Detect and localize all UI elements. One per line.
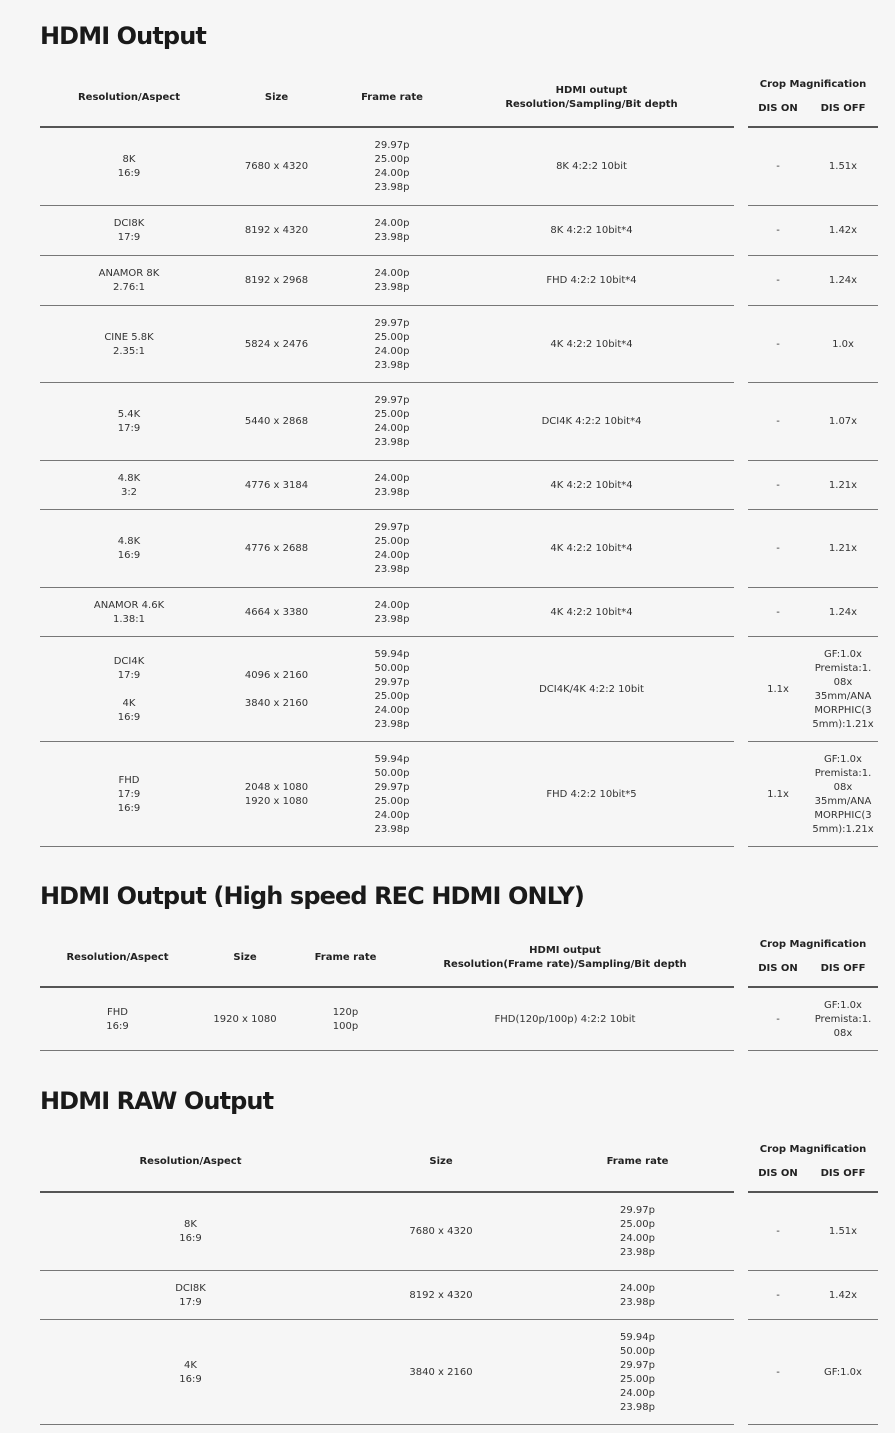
- crop-row: [748, 510, 878, 588]
- cell-resolution: 8K 16:9: [117, 154, 141, 179]
- cell-frame-rate: 59.94p 50.00p 29.97p 25.00p 24.00p 23.98p: [620, 1331, 655, 1413]
- col-header-hdmi-output: HDMI output Resolution(Frame rate)/Sampling/Bit depth: [443, 945, 687, 970]
- row-divider-crop: [748, 1424, 878, 1425]
- cell-frame-rate: 29.97p 25.00p 24.00p 23.98p: [374, 395, 410, 448]
- cell-dis-off: 1.24x: [828, 275, 858, 286]
- cell-hdmi-output: 4K 4:2:2 10bit*4: [550, 479, 633, 491]
- cell-resolution: CINE 5.8K 2.35:1: [104, 331, 154, 357]
- cell-hdmi-output: 4K 4:2:2 10bit*4: [550, 606, 633, 618]
- cell-resolution: 8K 16:9: [179, 1219, 202, 1244]
- row-divider-crop: [748, 846, 878, 847]
- cell-dis-on: -: [776, 1289, 780, 1301]
- cell-dis-on: 1.1x: [767, 683, 789, 695]
- section-title-high-speed: HDMI Output (High speed REC HDMI ONLY): [40, 882, 584, 910]
- table-row: [40, 588, 734, 637]
- col-header-dis-off: DIS OFF: [820, 103, 866, 114]
- row-divider: [40, 846, 734, 847]
- crop-row: [748, 1320, 878, 1425]
- cell-frame-rate: 24.00p 23.98p: [374, 218, 410, 243]
- cell-size: 8192 x 4320: [409, 1289, 473, 1301]
- cell-dis-on: 1.1x: [767, 788, 789, 800]
- col-header-size: Size: [429, 1156, 453, 1167]
- cell-resolution: DCI8K 17:9: [113, 218, 145, 243]
- crop-row: [748, 206, 878, 256]
- table-header: [40, 944, 734, 972]
- cell-size: 8192 x 4320: [244, 225, 309, 236]
- cell-dis-on: -: [776, 416, 780, 427]
- col-header-size: Size: [264, 92, 289, 103]
- cell-dis-off: 1.51x: [828, 1226, 858, 1237]
- col-header-hdmi-output: HDMI outupt Resolution/Sampling/Bit depth: [505, 85, 678, 110]
- cell-hdmi-output: 4K 4:2:2 10bit*4: [550, 543, 633, 554]
- crop-row: [748, 461, 878, 510]
- table-row: [40, 383, 734, 461]
- cell-hdmi-output: 8K 4:2:2 10bit: [556, 161, 627, 172]
- cell-dis-on: -: [776, 479, 780, 491]
- table-row: [40, 637, 734, 742]
- cell-frame-rate: 24.00p 23.98p: [620, 1282, 655, 1308]
- col-header-dis-on: DIS ON: [758, 963, 798, 974]
- table-row: [40, 1320, 734, 1425]
- cell-hdmi-output: FHD 4:2:2 10bit*5: [546, 788, 637, 800]
- cell-frame-rate: 59.94p 50.00p 29.97p 25.00p 24.00p 23.98p: [374, 753, 410, 835]
- cell-frame-rate: 120p 100p: [332, 1006, 359, 1032]
- cell-dis-off: 1.42x: [828, 1289, 858, 1301]
- cell-size: 5824 x 2476: [244, 338, 309, 350]
- cell-dis-on: -: [776, 1013, 780, 1025]
- cell-size: 4664 x 3380: [244, 606, 309, 618]
- cell-dis-on: -: [776, 275, 780, 286]
- col-header-resolution: Resolution/Aspect: [77, 92, 181, 103]
- cell-size: 3840 x 2160: [409, 1366, 473, 1378]
- cell-dis-off: 1.51x: [828, 161, 858, 172]
- row-divider-crop: [748, 1050, 878, 1051]
- crop-row: [748, 306, 878, 383]
- cell-size: 4776 x 2688: [244, 543, 309, 554]
- cell-resolution: ANAMOR 4.6K 1.38:1: [93, 599, 165, 625]
- col-header-resolution: Resolution/Aspect: [66, 952, 169, 963]
- cell-dis-on: -: [776, 161, 780, 172]
- cell-hdmi-output: 8K 4:2:2 10bit*4: [550, 225, 633, 236]
- row-divider: [40, 1050, 734, 1051]
- cell-dis-on: -: [776, 543, 780, 554]
- cell-dis-off: 1.0x: [832, 338, 854, 350]
- table-header: [40, 84, 734, 112]
- cell-size: 4096 x 2160 3840 x 2160: [244, 669, 309, 709]
- col-header-dis-on: DIS ON: [758, 103, 798, 114]
- cell-dis-off: 1.21x: [828, 479, 858, 491]
- cell-size: 7680 x 4320: [409, 1226, 473, 1237]
- cell-size: 8192 x 2968: [244, 275, 309, 286]
- crop-row: [748, 742, 878, 847]
- cell-frame-rate: 24.00p 23.98p: [374, 268, 410, 293]
- cell-size: 4776 x 3184: [244, 479, 309, 491]
- crop-row: [748, 637, 878, 742]
- cell-frame-rate: 29.97p 25.00p 24.00p 23.98p: [374, 522, 410, 575]
- col-header-crop: Crop Magnification: [759, 1144, 867, 1155]
- col-header-frame-rate: Frame rate: [361, 92, 423, 103]
- table-row: [40, 206, 734, 256]
- cell-resolution: ANAMOR 8K 2.76:1: [98, 268, 160, 293]
- crop-row: [748, 256, 878, 306]
- table-row: [40, 742, 734, 847]
- cell-frame-rate: 59.94p 50.00p 29.97p 25.00p 24.00p 23.98p: [374, 648, 410, 730]
- cell-frame-rate: 29.97p 25.00p 24.00p 23.98p: [374, 140, 410, 193]
- cell-size: 5440 x 2868: [244, 416, 309, 427]
- cell-hdmi-output: FHD 4:2:2 10bit*4: [546, 275, 637, 286]
- cell-resolution: FHD 16:9: [106, 1006, 129, 1032]
- col-header-frame-rate: Frame rate: [606, 1156, 669, 1167]
- cell-resolution: DCI8K 17:9: [175, 1282, 206, 1308]
- table-row: [40, 306, 734, 383]
- row-divider: [40, 1424, 734, 1425]
- table-row: [40, 510, 734, 588]
- cell-frame-rate: 24.00p 23.98p: [374, 599, 410, 625]
- cell-dis-on: -: [776, 225, 780, 236]
- cell-hdmi-output: 4K 4:2:2 10bit*4: [550, 338, 633, 350]
- col-header-dis-off: DIS OFF: [820, 1168, 866, 1179]
- cell-dis-on: -: [776, 1366, 780, 1378]
- crop-row: [748, 1193, 878, 1271]
- cell-dis-off: 1.24x: [828, 606, 858, 618]
- cell-size: 2048 x 1080 1920 x 1080: [244, 781, 309, 807]
- cell-hdmi-output: FHD(120p/100p) 4:2:2 10bit: [494, 1013, 636, 1025]
- table-row: [40, 1193, 734, 1271]
- cell-dis-on: -: [776, 1226, 780, 1237]
- crop-row: [748, 588, 878, 637]
- cell-dis-off: GF:1.0x Premista:1. 08x: [814, 999, 872, 1039]
- cell-resolution: 5.4K 17:9: [117, 409, 141, 434]
- cell-resolution: DCI4K 17:9 4K 16:9: [113, 655, 145, 723]
- cell-frame-rate: 29.97p 25.00p 24.00p 23.98p: [620, 1205, 655, 1258]
- cell-resolution: 4.8K 16:9: [117, 536, 141, 561]
- table-row: [40, 128, 734, 206]
- table-row: [40, 988, 734, 1051]
- cell-hdmi-output: DCI4K 4:2:2 10bit*4: [541, 416, 642, 427]
- crop-row: [748, 128, 878, 206]
- cell-dis-on: -: [776, 338, 780, 350]
- table-header: [40, 1148, 734, 1176]
- col-header-size: Size: [233, 952, 257, 963]
- cell-hdmi-output: DCI4K/4K 4:2:2 10bit: [539, 683, 644, 695]
- cell-resolution: 4.8K 3:2: [117, 472, 141, 498]
- section-title-hdmi-output: HDMI Output: [40, 22, 206, 50]
- col-header-crop: Crop Magnification: [759, 79, 867, 90]
- col-header-crop: Crop Magnification: [759, 939, 867, 950]
- col-header-dis-off: DIS OFF: [820, 963, 866, 974]
- cell-dis-off: GF:1.0x Premista:1. 08x 35mm/ANA MORPHIC(3 5mm):1.21x: [812, 648, 874, 730]
- cell-size: 1920 x 1080: [213, 1013, 277, 1025]
- cell-frame-rate: 29.97p 25.00p 24.00p 23.98p: [374, 317, 410, 371]
- table-row: [40, 461, 734, 510]
- crop-row: [748, 988, 878, 1051]
- table-row: [40, 256, 734, 306]
- cell-dis-off: 1.42x: [828, 225, 858, 236]
- cell-dis-off: GF:1.0x Premista:1. 08x 35mm/ANA MORPHIC(3 5mm):1.21x: [812, 753, 874, 835]
- cell-dis-off: 1.07x: [828, 416, 858, 427]
- cell-dis-off: GF:1.0x: [824, 1366, 862, 1378]
- table-row: [40, 1271, 734, 1320]
- crop-row: [748, 383, 878, 461]
- cell-resolution: FHD 17:9 16:9: [117, 774, 141, 814]
- cell-dis-on: -: [776, 606, 780, 618]
- col-header-frame-rate: Frame rate: [314, 952, 377, 963]
- crop-row: [748, 1271, 878, 1320]
- col-header-dis-on: DIS ON: [758, 1168, 798, 1179]
- col-header-resolution: Resolution/Aspect: [139, 1156, 242, 1167]
- cell-size: 7680 x 4320: [244, 161, 309, 172]
- cell-frame-rate: 24.00p 23.98p: [374, 472, 410, 498]
- cell-resolution: 4K 16:9: [179, 1359, 202, 1385]
- cell-dis-off: 1.21x: [828, 543, 858, 554]
- section-title-raw-output: HDMI RAW Output: [40, 1087, 274, 1115]
